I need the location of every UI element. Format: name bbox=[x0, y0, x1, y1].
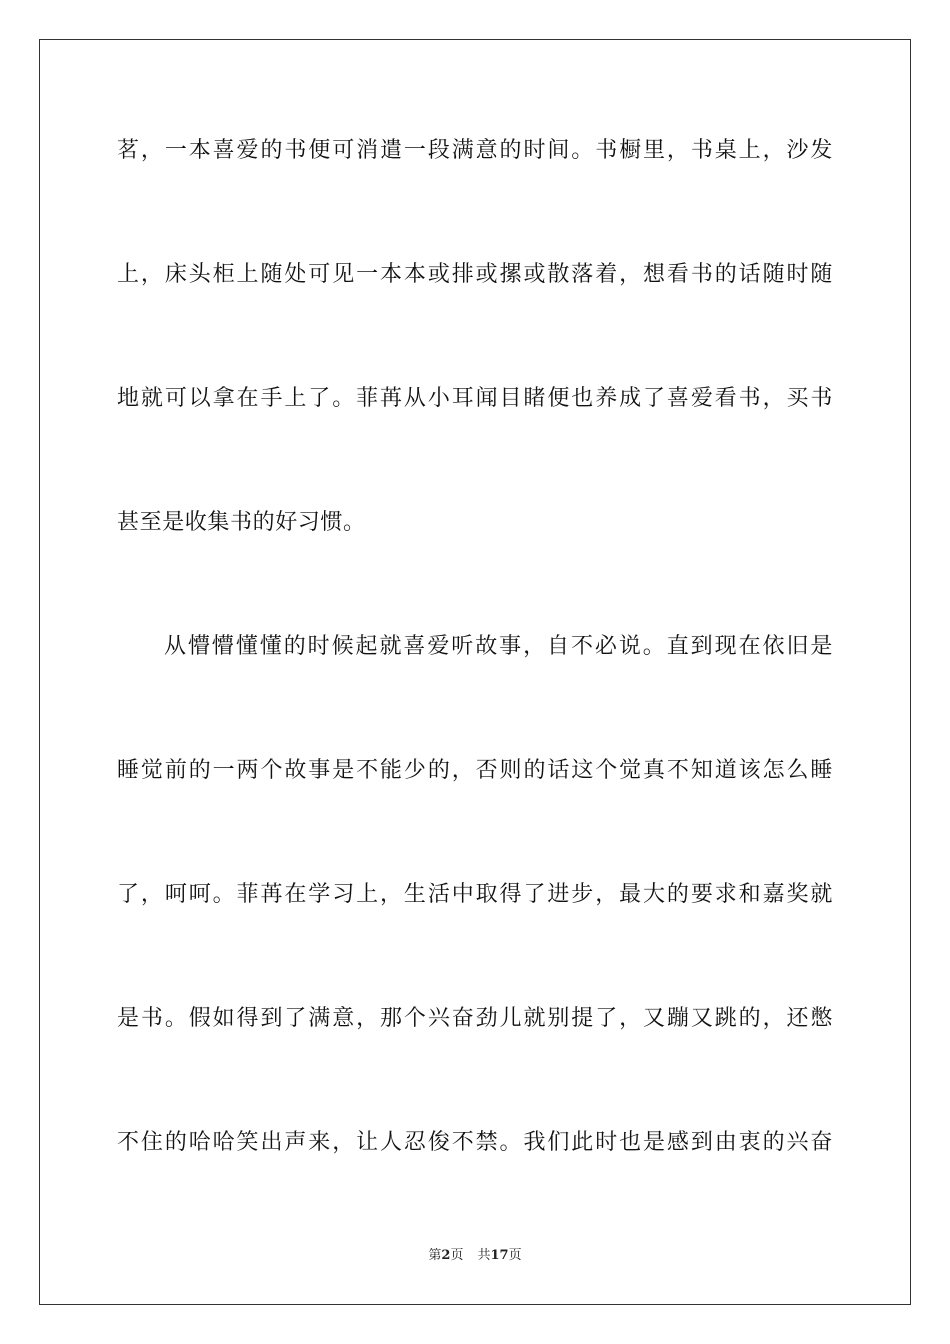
page-suffix: 页 bbox=[450, 1248, 464, 1263]
text-line: 睡觉前的一两个故事是不能少的，否则的话这个觉真不知道该怎么睡 bbox=[117, 758, 833, 783]
text-line: 茗，一本喜爱的书便可消遣一段满意的时间。书橱里，书桌上，沙发 bbox=[117, 138, 833, 163]
text-line: 不住的哈哈笑出声来，让人忍俊不禁。我们此时也是感到由衷的兴奋 bbox=[117, 1130, 833, 1155]
page-prefix: 第 bbox=[428, 1248, 442, 1263]
text-line: 地就可以拿在手上了。菲苒从小耳闻目睹便也养成了喜爱看书，买书 bbox=[117, 386, 833, 411]
text-line: 是书。假如得到了满意，那个兴奋劲儿就别提了，又蹦又跳的，还憋 bbox=[117, 1006, 833, 1031]
text-line: 甚至是收集书的好习惯。 bbox=[117, 510, 366, 535]
paragraph-first-line: 从懵懵懂懂的时候起就喜爱听故事，自不必说。直到现在依旧是 bbox=[164, 634, 833, 659]
total-pages: 17 bbox=[490, 1248, 509, 1263]
text-line: 了，呵呵。菲苒在学习上，生活中取得了进步，最大的要求和嘉奖就 bbox=[117, 882, 833, 907]
text-line: 上，床头柜上随处可见一本本或排或摞或散落着，想看书的话随时随 bbox=[117, 262, 833, 287]
page-number: 2 bbox=[441, 1248, 451, 1263]
total-prefix: 共 bbox=[477, 1248, 491, 1263]
total-suffix: 页 bbox=[508, 1248, 522, 1263]
page-footer bbox=[0, 1248, 950, 1264]
page-border bbox=[39, 39, 911, 1305]
